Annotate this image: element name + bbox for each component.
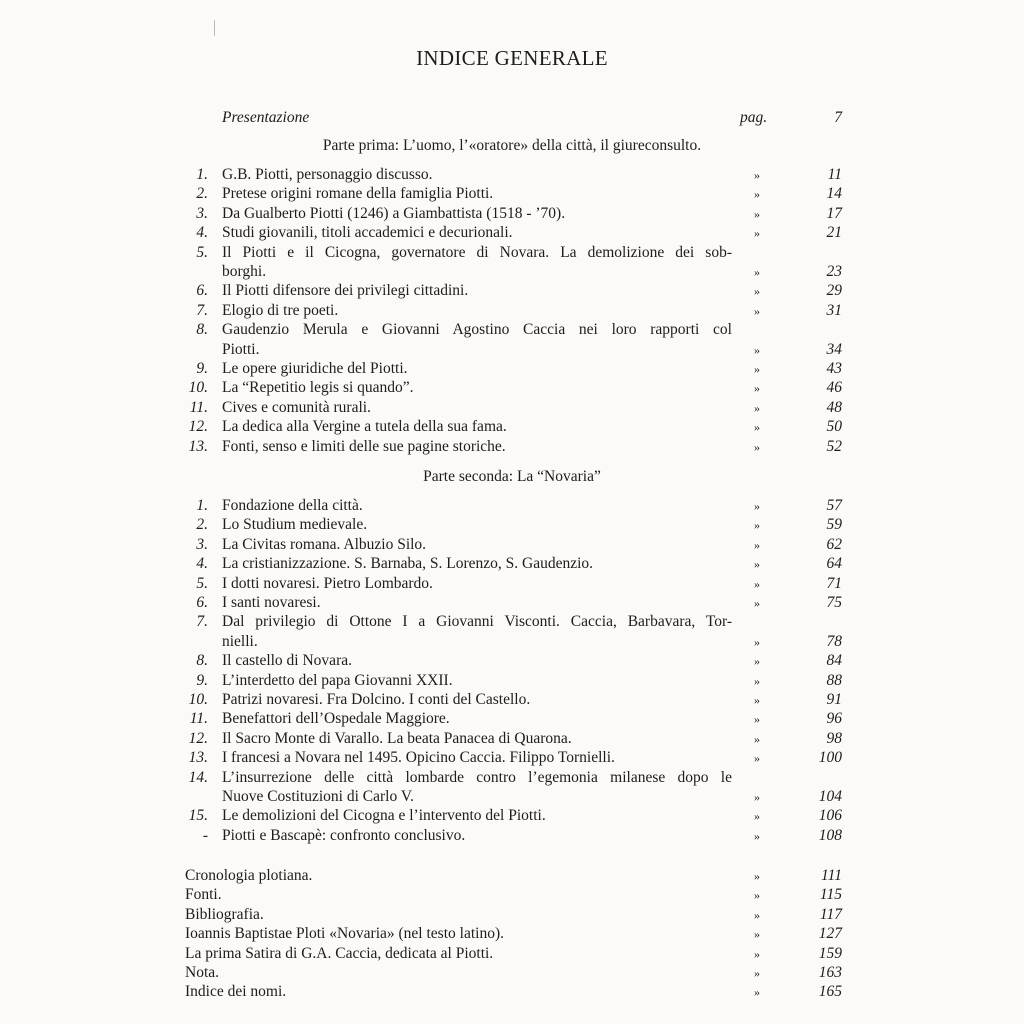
- page-number: 117: [819, 905, 842, 923]
- page-number: 34: [826, 340, 842, 358]
- entry-text: Presentazione: [222, 109, 310, 126]
- entry-number: 7.: [196, 301, 208, 319]
- entry-text: borghi.: [222, 263, 267, 280]
- entry-number: 8.: [196, 652, 208, 670]
- entry-number: 2.: [196, 516, 208, 534]
- appendix-row: [0, 924, 1024, 944]
- presentazione-row: [0, 108, 1024, 128]
- page-number: 29: [826, 282, 842, 300]
- toc-entry-row: [0, 709, 1024, 729]
- ditto-mark: »: [754, 187, 760, 202]
- page-number: 46: [826, 379, 842, 397]
- entry-number: 6.: [196, 594, 208, 611]
- ditto-mark: »: [754, 634, 760, 649]
- entry-text: Il Piotti difensore dei privilegi cittadini.: [222, 282, 469, 300]
- ditto-mark: »: [754, 731, 760, 746]
- entry-text: Cronologia plotiana.: [185, 867, 313, 884]
- toc-entry-row: [0, 165, 1024, 185]
- page-number: 96: [826, 710, 842, 728]
- ditto-mark: »: [754, 576, 760, 591]
- page-number: 21: [826, 224, 842, 242]
- ditto-mark: »: [754, 381, 760, 396]
- page-number: 84: [826, 652, 842, 670]
- entry-number: 3.: [196, 204, 208, 222]
- entry-number: 13.: [188, 437, 208, 455]
- part2-heading: [0, 467, 1024, 487]
- entry-text: Le opere giuridiche del Piotti.: [222, 360, 408, 377]
- entry-text: G.B. Piotti, personaggio discusso.: [222, 166, 433, 183]
- appendix-row: [0, 963, 1024, 983]
- entry-number: 3.: [196, 535, 208, 553]
- entry-text: Dal privilegio di Ottone I a Giovanni Visconti. Caccia, Barbavara, Tor-: [222, 613, 732, 631]
- page-number: 106: [818, 807, 842, 825]
- page-number: 165: [818, 983, 842, 1001]
- ditto-mark: »: [754, 927, 760, 942]
- entry-number: 11.: [189, 710, 208, 728]
- ditto-mark: »: [754, 557, 760, 572]
- page-number: 7: [834, 109, 842, 126]
- toc-entry-row: [0, 768, 1024, 788]
- entry-text: L’interdetto del papa Giovanni XXII.: [222, 671, 453, 689]
- entry-text: Fondazione della città.: [222, 497, 363, 514]
- toc-entry-row: [0, 593, 1024, 613]
- entry-text: Piotti e Bascapè: confronto conclusivo.: [222, 826, 466, 844]
- entry-number: 6.: [196, 282, 208, 300]
- entry-text: I francesi a Novara nel 1495. Opicino Caccia. Filippo Tornielli.: [222, 749, 615, 767]
- toc-entry-row: [0, 574, 1024, 594]
- toc-entry-row: [0, 281, 1024, 301]
- entry-number: 12.: [188, 418, 208, 436]
- entry-number: 15.: [188, 807, 208, 825]
- appendix-row: [0, 982, 1024, 1002]
- toc-entry-row: [0, 787, 1024, 807]
- toc-entry-row: [0, 340, 1024, 360]
- entry-text: Bibliografia.: [185, 905, 264, 923]
- page-number: 159: [818, 944, 842, 962]
- entry-text: nielli.: [222, 632, 258, 650]
- entry-text: Benefattori dell’Ospedale Maggiore.: [222, 710, 450, 728]
- entry-text: L’insurrezione delle città lombarde contro l’egemonia milanese dopo le: [222, 768, 732, 786]
- ditto-mark: »: [754, 226, 760, 241]
- ditto-mark: »: [754, 869, 760, 883]
- entry-number: 7.: [196, 613, 208, 631]
- entry-text: Il Sacro Monte di Varallo. La beata Panacea di Quarona.: [222, 729, 572, 747]
- ditto-mark: »: [754, 809, 760, 824]
- entry-number: 5.: [196, 574, 208, 592]
- page-number: 64: [826, 555, 842, 573]
- page-number: 57: [826, 497, 842, 514]
- ditto-mark: »: [754, 362, 760, 376]
- toc-entry-row: [0, 554, 1024, 574]
- page-edge-mark: [214, 20, 215, 36]
- page-number: 100: [818, 749, 842, 767]
- entry-text: Patrizi novaresi. Fra Dolcino. I conti del Castello.: [222, 691, 531, 708]
- ditto-mark: »: [754, 888, 760, 903]
- toc-entry-row: [0, 301, 1024, 321]
- page-title: INDICE GENERALE: [416, 46, 608, 70]
- ditto-mark: »: [754, 303, 760, 318]
- ditto-mark: »: [754, 654, 760, 669]
- ditto-mark: »: [754, 206, 760, 221]
- toc-entry-row: [0, 690, 1024, 710]
- entry-number: 10.: [188, 379, 208, 397]
- entry-number: 1.: [196, 166, 208, 183]
- entry-number: 8.: [196, 321, 208, 339]
- toc-entry-row: [0, 612, 1024, 632]
- entry-text: La Civitas romana. Albuzio Silo.: [222, 535, 427, 553]
- page-number: 108: [818, 826, 842, 844]
- entry-text: Nuove Costituzioni di Carlo V.: [222, 788, 414, 805]
- ditto-mark: »: [754, 751, 760, 766]
- entry-number: 5.: [196, 243, 208, 261]
- page-number: 50: [826, 418, 842, 436]
- entry-text: Da Gualberto Piotti (1246) a Giambattista (1518 - ’70).: [222, 204, 566, 222]
- ditto-mark: »: [754, 499, 760, 513]
- page-number: 14: [826, 185, 842, 203]
- entry-text: Pretese origini romane della famiglia Piotti.: [222, 185, 494, 203]
- toc-entry-row: [0, 262, 1024, 282]
- entry-number: 4.: [196, 224, 208, 242]
- appendix-row: [0, 905, 1024, 925]
- entry-text: Piotti.: [222, 340, 260, 358]
- entry-text: Fonti, senso e limiti delle sue pagine storiche.: [222, 437, 506, 455]
- entry-text: Gaudenzio Merula e Giovanni Agostino Caccia nei loro rapporti col: [222, 321, 732, 339]
- toc-entry-row: [0, 651, 1024, 671]
- entry-number: 10.: [188, 691, 208, 708]
- entry-text: I dotti novaresi. Pietro Lombardo.: [222, 574, 433, 592]
- ditto-mark: »: [754, 265, 760, 279]
- entry-text: Le demolizioni del Cicogna e l’intervento del Piotti.: [222, 807, 546, 825]
- page-number: 43: [826, 360, 842, 377]
- entry-number: 1.: [196, 497, 208, 514]
- toc-entry-row: [0, 806, 1024, 826]
- entry-text: Ioannis Baptistae Ploti «Novaria» (nel testo latino).: [185, 925, 504, 943]
- entry-number: 4.: [196, 555, 208, 573]
- toc-entry-row: [0, 535, 1024, 555]
- entry-text: Elogio di tre poeti.: [222, 301, 339, 319]
- ditto-mark: »: [754, 712, 760, 727]
- page-number: 75: [826, 594, 842, 611]
- page-number: 11: [827, 166, 842, 183]
- entry-number: 9.: [196, 671, 208, 689]
- ditto-mark: »: [754, 693, 760, 707]
- appendix-row: [0, 944, 1024, 964]
- entry-number: 11.: [189, 398, 208, 416]
- ditto-mark: »: [754, 537, 760, 552]
- page-number: 78: [826, 632, 842, 650]
- toc-entry-row: [0, 359, 1024, 379]
- ditto-mark: »: [754, 596, 760, 610]
- toc-entry-row: [0, 378, 1024, 398]
- part-heading: Parte seconda: La “Novaria”: [423, 468, 601, 485]
- entry-text: Il castello di Novara.: [222, 652, 352, 670]
- ditto-mark: »: [754, 400, 760, 415]
- page-number: 23: [826, 263, 842, 280]
- toc-entry-row: [0, 826, 1024, 846]
- toc-entry-row: [0, 515, 1024, 535]
- page-number: 111: [821, 867, 842, 884]
- page-number: 88: [826, 671, 842, 689]
- page-number: 52: [826, 437, 842, 455]
- toc-entry-row: [0, 671, 1024, 691]
- ditto-mark: »: [754, 946, 760, 961]
- toc-entry-row: [0, 496, 1024, 516]
- toc-entry-row: [0, 184, 1024, 204]
- ditto-mark: »: [754, 284, 760, 299]
- toc-entry-row: [0, 748, 1024, 768]
- entry-number: 14.: [188, 768, 208, 786]
- page-number: 48: [826, 398, 842, 416]
- page-number: 98: [826, 729, 842, 747]
- entry-number: 13.: [188, 749, 208, 767]
- entry-text: Studi giovanili, titoli accademici e decurionali.: [222, 224, 513, 242]
- entry-text: Fonti.: [185, 886, 222, 904]
- entry-text: La “Repetitio legis si quando”.: [222, 379, 414, 397]
- page-number: 71: [826, 574, 842, 592]
- page-number: 104: [818, 788, 842, 805]
- ditto-mark: »: [754, 828, 760, 843]
- entry-text: Cives e comunità rurali.: [222, 398, 371, 416]
- entry-text: La dedica alla Vergine a tutela della sua fama.: [222, 418, 507, 436]
- appendix-row: [0, 885, 1024, 905]
- toc-entry-row: [0, 417, 1024, 437]
- page-number: 59: [826, 516, 842, 534]
- page-number: 91: [826, 691, 842, 708]
- entry-text: Il Piotti e il Cicogna, governatore di Novara. La demolizione dei sob-: [222, 243, 732, 261]
- page-number: 163: [818, 964, 842, 981]
- entry-number: 9.: [196, 360, 208, 377]
- entry-number: -: [202, 826, 208, 844]
- entry-text: Nota.: [185, 964, 220, 981]
- toc-entry-row: [0, 223, 1024, 243]
- ditto-mark: »: [754, 985, 760, 1000]
- entry-text: Indice dei nomi.: [185, 983, 287, 1001]
- ditto-mark: »: [754, 790, 760, 804]
- page-number: 31: [826, 301, 842, 319]
- page-number: 127: [818, 925, 842, 943]
- toc-entry-row: [0, 632, 1024, 652]
- toc-entry-row: [0, 320, 1024, 340]
- entry-number: 2.: [196, 185, 208, 203]
- ditto-mark: »: [754, 168, 760, 182]
- ditto-mark: »: [754, 518, 760, 533]
- ditto-mark: »: [754, 966, 760, 980]
- page-number: 17: [826, 204, 842, 222]
- ditto-mark: »: [754, 907, 760, 922]
- entry-text: I santi novaresi.: [222, 594, 321, 611]
- pag-label: pag.: [740, 109, 768, 126]
- toc-entry-row: [0, 243, 1024, 263]
- part1-heading: [0, 136, 1024, 156]
- ditto-mark: »: [754, 673, 760, 688]
- toc-entry-row: [0, 398, 1024, 418]
- ditto-mark: »: [754, 420, 760, 435]
- entry-text: Lo Studium medievale.: [222, 516, 368, 534]
- ditto-mark: »: [754, 342, 760, 357]
- entry-text: La prima Satira di G.A. Caccia, dedicata al Piotti.: [185, 944, 494, 962]
- page-number: 115: [819, 886, 842, 904]
- ditto-mark: »: [754, 439, 760, 454]
- entry-number: 12.: [188, 729, 208, 747]
- toc-entry-row: [0, 437, 1024, 457]
- part-heading: Parte prima: L’uomo, l’«oratore» della città, il giureconsulto.: [322, 137, 702, 154]
- page-number: 62: [826, 535, 842, 553]
- appendix-row: [0, 866, 1024, 886]
- entry-text: La cristianizzazione. S. Barnaba, S. Lorenzo, S. Gaudenzio.: [222, 555, 594, 573]
- toc-entry-row: [0, 204, 1024, 224]
- toc-entry-row: [0, 729, 1024, 749]
